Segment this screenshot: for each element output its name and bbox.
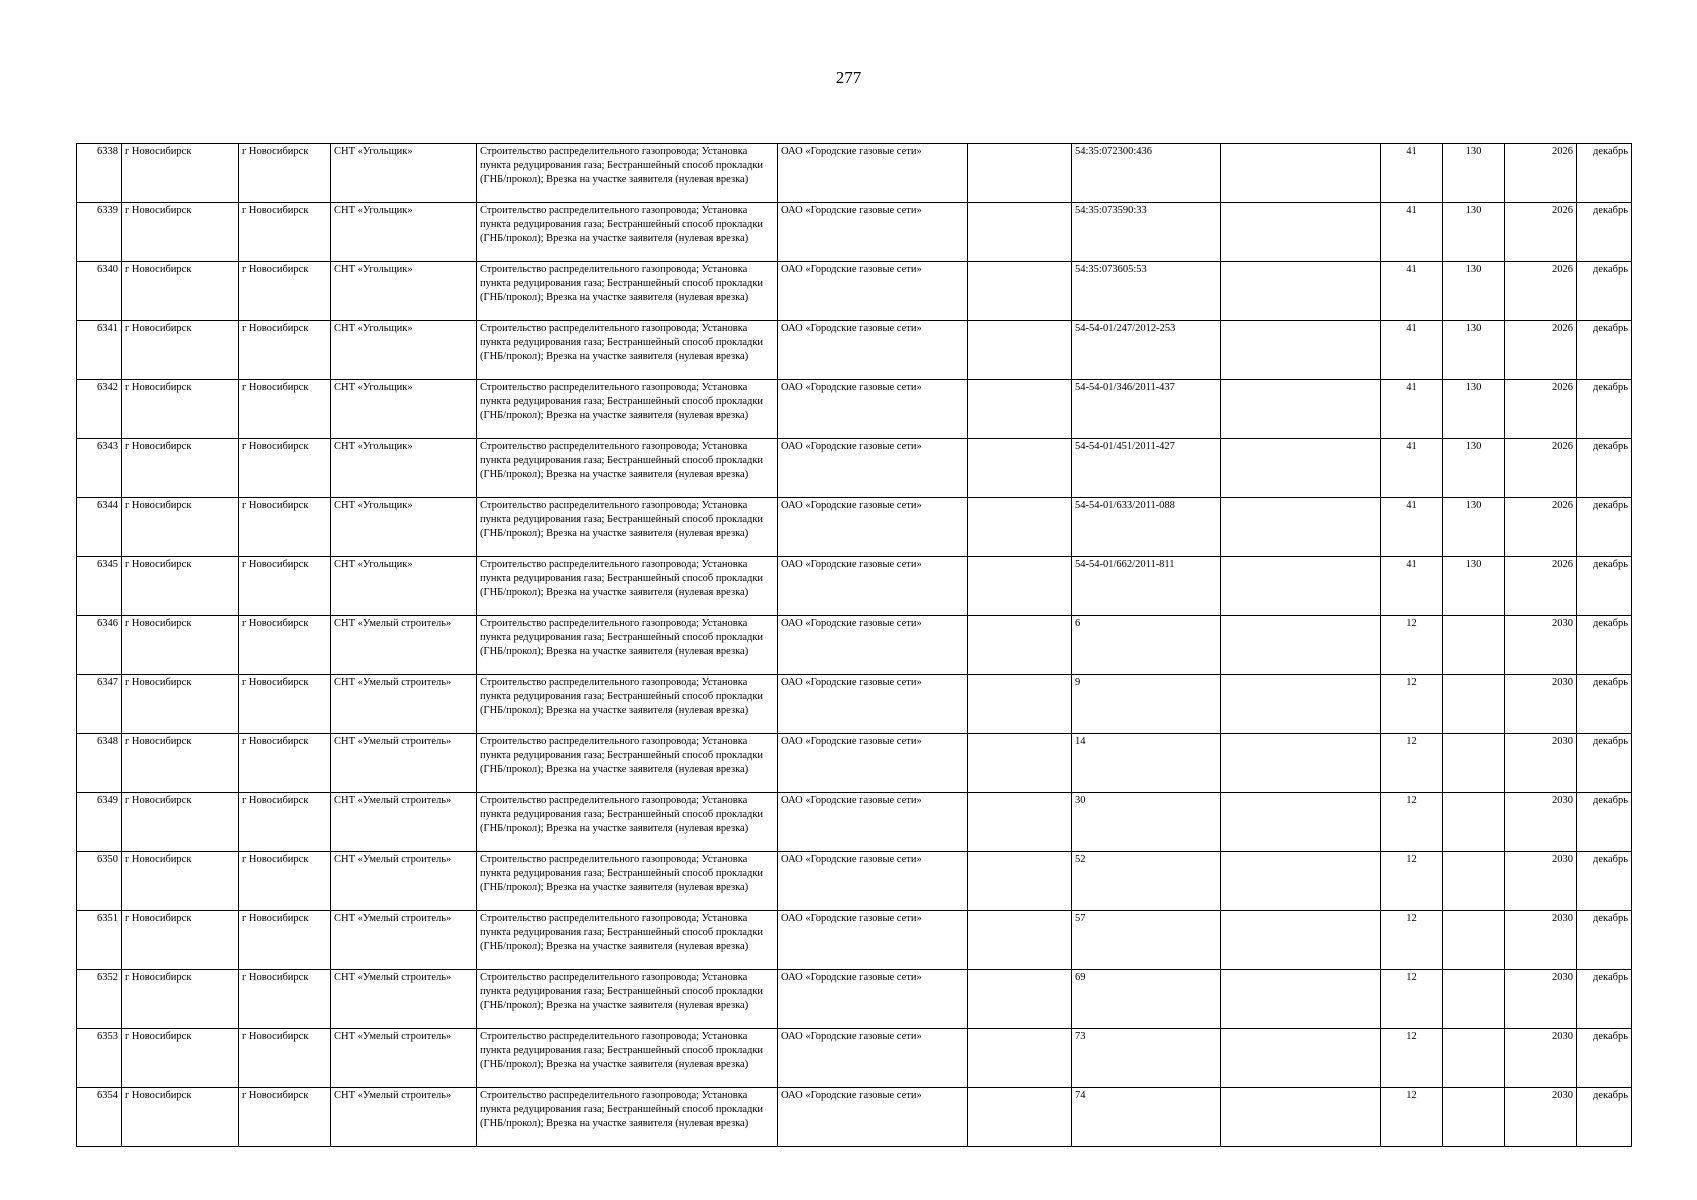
cadastral-number-cell: 74	[1072, 1088, 1221, 1147]
work-description-cell: Строительство распределительного газопровода; Установка пункта редуцирования газа; Бестраншейный способ прокладки (ГНБ/прокол); Врезка на участке заявителя (нулевая врезка)	[477, 144, 778, 203]
empty-cell	[968, 262, 1072, 321]
count-cell: 12	[1381, 970, 1443, 1029]
district-cell: г Новосибирск	[122, 498, 239, 557]
city-cell: г Новосибирск	[239, 911, 331, 970]
month-cell: декабрь	[1577, 262, 1632, 321]
page-number: 277	[835, 68, 862, 87]
district-cell: г Новосибирск	[122, 557, 239, 616]
empty-cell	[1221, 262, 1381, 321]
empty-cell	[968, 852, 1072, 911]
object-cell: СНТ «Умелый строитель»	[331, 734, 477, 793]
district-cell: г Новосибирск	[122, 439, 239, 498]
city-cell: г Новосибирск	[239, 1088, 331, 1147]
month-cell: декабрь	[1577, 203, 1632, 262]
year-cell: 2030	[1505, 734, 1577, 793]
year-cell: 2030	[1505, 1088, 1577, 1147]
work-description-cell: Строительство распределительного газопровода; Установка пункта редуцирования газа; Бестраншейный способ прокладки (ГНБ/прокол); Врезка на участке заявителя (нулевая врезка)	[477, 793, 778, 852]
count-cell: 41	[1381, 262, 1443, 321]
cadastral-number-cell: 30	[1072, 793, 1221, 852]
city-cell: г Новосибирск	[239, 203, 331, 262]
empty-cell	[1221, 793, 1381, 852]
work-description-cell: Строительство распределительного газопровода; Установка пункта редуцирования газа; Бестраншейный способ прокладки (ГНБ/прокол); Врезка на участке заявителя (нулевая врезка)	[477, 321, 778, 380]
capacity-cell: 130	[1443, 380, 1505, 439]
work-description-cell: Строительство распределительного газопровода; Установка пункта редуцирования газа; Бестраншейный способ прокладки (ГНБ/прокол); Врезка на участке заявителя (нулевая врезка)	[477, 1088, 778, 1147]
table-row	[77, 380, 1632, 439]
cadastral-number-cell: 54:35:073605:53	[1072, 262, 1221, 321]
work-description-cell: Строительство распределительного газопровода; Установка пункта редуцирования газа; Бестраншейный способ прокладки (ГНБ/прокол); Врезка на участке заявителя (нулевая врезка)	[477, 734, 778, 793]
row-number-cell: 6339	[77, 203, 122, 262]
cadastral-number-cell: 54:35:073590:33	[1072, 203, 1221, 262]
empty-cell	[1221, 498, 1381, 557]
empty-cell	[968, 321, 1072, 380]
empty-cell	[1221, 911, 1381, 970]
empty-cell	[968, 380, 1072, 439]
empty-cell	[968, 1088, 1072, 1147]
work-description-cell: Строительство распределительного газопровода; Установка пункта редуцирования газа; Бестраншейный способ прокладки (ГНБ/прокол); Врезка на участке заявителя (нулевая врезка)	[477, 557, 778, 616]
organization-cell: ОАО «Городские газовые сети»	[778, 144, 968, 203]
district-cell: г Новосибирск	[122, 852, 239, 911]
empty-cell	[968, 498, 1072, 557]
capacity-cell	[1443, 1029, 1505, 1088]
object-cell: СНТ «Умелый строитель»	[331, 852, 477, 911]
cadastral-number-cell: 57	[1072, 911, 1221, 970]
object-cell: СНТ «Умелый строитель»	[331, 616, 477, 675]
month-cell: декабрь	[1577, 734, 1632, 793]
empty-cell	[968, 1029, 1072, 1088]
table-row	[77, 911, 1632, 970]
work-description-cell: Строительство распределительного газопровода; Установка пункта редуцирования газа; Бестраншейный способ прокладки (ГНБ/прокол); Врезка на участке заявителя (нулевая врезка)	[477, 675, 778, 734]
district-cell: г Новосибирск	[122, 1088, 239, 1147]
cadastral-number-cell: 54-54-01/247/2012-253	[1072, 321, 1221, 380]
city-cell: г Новосибирск	[239, 1029, 331, 1088]
table-body	[77, 144, 1632, 1147]
empty-cell	[968, 793, 1072, 852]
row-number-cell: 6348	[77, 734, 122, 793]
cadastral-number-cell: 6	[1072, 616, 1221, 675]
table-row	[77, 1029, 1632, 1088]
year-cell: 2026	[1505, 439, 1577, 498]
city-cell: г Новосибирск	[239, 616, 331, 675]
year-cell: 2030	[1505, 675, 1577, 734]
year-cell: 2030	[1505, 1029, 1577, 1088]
organization-cell: ОАО «Городские газовые сети»	[778, 793, 968, 852]
empty-cell	[1221, 321, 1381, 380]
organization-cell: ОАО «Городские газовые сети»	[778, 321, 968, 380]
district-cell: г Новосибирск	[122, 675, 239, 734]
year-cell: 2030	[1505, 970, 1577, 1029]
row-number-cell: 6338	[77, 144, 122, 203]
empty-cell	[1221, 1088, 1381, 1147]
month-cell: декабрь	[1577, 911, 1632, 970]
object-cell: СНТ «Умелый строитель»	[331, 1029, 477, 1088]
capacity-cell: 130	[1443, 439, 1505, 498]
table-row	[77, 203, 1632, 262]
empty-cell	[1221, 439, 1381, 498]
cadastral-number-cell: 52	[1072, 852, 1221, 911]
organization-cell: ОАО «Городские газовые сети»	[778, 498, 968, 557]
table-row	[77, 144, 1632, 203]
work-description-cell: Строительство распределительного газопровода; Установка пункта редуцирования газа; Бестраншейный способ прокладки (ГНБ/прокол); Врезка на участке заявителя (нулевая врезка)	[477, 911, 778, 970]
month-cell: декабрь	[1577, 380, 1632, 439]
organization-cell: ОАО «Городские газовые сети»	[778, 262, 968, 321]
month-cell: декабрь	[1577, 1029, 1632, 1088]
work-description-cell: Строительство распределительного газопровода; Установка пункта редуцирования газа; Бестраншейный способ прокладки (ГНБ/прокол); Врезка на участке заявителя (нулевая врезка)	[477, 203, 778, 262]
city-cell: г Новосибирск	[239, 970, 331, 1029]
object-cell: СНТ «Угольщик»	[331, 498, 477, 557]
empty-cell	[1221, 1029, 1381, 1088]
table-row	[77, 852, 1632, 911]
month-cell: декабрь	[1577, 616, 1632, 675]
row-number-cell: 6346	[77, 616, 122, 675]
organization-cell: ОАО «Городские газовые сети»	[778, 734, 968, 793]
work-description-cell: Строительство распределительного газопровода; Установка пункта редуцирования газа; Бестраншейный способ прокладки (ГНБ/прокол); Врезка на участке заявителя (нулевая врезка)	[477, 1029, 778, 1088]
empty-cell	[968, 675, 1072, 734]
empty-cell	[1221, 557, 1381, 616]
cadastral-number-cell: 54-54-01/662/2011-811	[1072, 557, 1221, 616]
capacity-cell	[1443, 793, 1505, 852]
district-cell: г Новосибирск	[122, 1029, 239, 1088]
table-row	[77, 557, 1632, 616]
organization-cell: ОАО «Городские газовые сети»	[778, 616, 968, 675]
capacity-cell	[1443, 1088, 1505, 1147]
year-cell: 2030	[1505, 616, 1577, 675]
count-cell: 41	[1381, 321, 1443, 380]
count-cell: 12	[1381, 734, 1443, 793]
count-cell: 41	[1381, 203, 1443, 262]
city-cell: г Новосибирск	[239, 439, 331, 498]
empty-cell	[1221, 203, 1381, 262]
month-cell: декабрь	[1577, 852, 1632, 911]
district-cell: г Новосибирск	[122, 380, 239, 439]
organization-cell: ОАО «Городские газовые сети»	[778, 911, 968, 970]
month-cell: декабрь	[1577, 439, 1632, 498]
gasification-table	[76, 143, 1632, 1147]
organization-cell: ОАО «Городские газовые сети»	[778, 1029, 968, 1088]
count-cell: 12	[1381, 1029, 1443, 1088]
count-cell: 41	[1381, 144, 1443, 203]
count-cell: 41	[1381, 380, 1443, 439]
month-cell: декабрь	[1577, 675, 1632, 734]
row-number-cell: 6354	[77, 1088, 122, 1147]
organization-cell: ОАО «Городские газовые сети»	[778, 852, 968, 911]
city-cell: г Новосибирск	[239, 734, 331, 793]
cadastral-number-cell: 54:35:072300:436	[1072, 144, 1221, 203]
row-number-cell: 6343	[77, 439, 122, 498]
month-cell: декабрь	[1577, 1088, 1632, 1147]
empty-cell	[1221, 675, 1381, 734]
district-cell: г Новосибирск	[122, 734, 239, 793]
row-number-cell: 6351	[77, 911, 122, 970]
object-cell: СНТ «Умелый строитель»	[331, 793, 477, 852]
work-description-cell: Строительство распределительного газопровода; Установка пункта редуцирования газа; Бестраншейный способ прокладки (ГНБ/прокол); Врезка на участке заявителя (нулевая врезка)	[477, 262, 778, 321]
month-cell: декабрь	[1577, 557, 1632, 616]
year-cell: 2026	[1505, 144, 1577, 203]
work-description-cell: Строительство распределительного газопровода; Установка пункта редуцирования газа; Бестраншейный способ прокладки (ГНБ/прокол); Врезка на участке заявителя (нулевая врезка)	[477, 852, 778, 911]
year-cell: 2030	[1505, 852, 1577, 911]
year-cell: 2026	[1505, 498, 1577, 557]
cadastral-number-cell: 54-54-01/633/2011-088	[1072, 498, 1221, 557]
year-cell: 2026	[1505, 203, 1577, 262]
count-cell: 12	[1381, 675, 1443, 734]
object-cell: СНТ «Угольщик»	[331, 321, 477, 380]
object-cell: СНТ «Угольщик»	[331, 262, 477, 321]
organization-cell: ОАО «Городские газовые сети»	[778, 1088, 968, 1147]
table-row	[77, 321, 1632, 380]
capacity-cell	[1443, 911, 1505, 970]
count-cell: 12	[1381, 1088, 1443, 1147]
empty-cell	[1221, 616, 1381, 675]
organization-cell: ОАО «Городские газовые сети»	[778, 675, 968, 734]
work-description-cell: Строительство распределительного газопровода; Установка пункта редуцирования газа; Бестраншейный способ прокладки (ГНБ/прокол); Врезка на участке заявителя (нулевая врезка)	[477, 498, 778, 557]
row-number-cell: 6342	[77, 380, 122, 439]
row-number-cell: 6353	[77, 1029, 122, 1088]
empty-cell	[968, 970, 1072, 1029]
count-cell: 41	[1381, 498, 1443, 557]
capacity-cell	[1443, 970, 1505, 1029]
organization-cell: ОАО «Городские газовые сети»	[778, 380, 968, 439]
empty-cell	[1221, 144, 1381, 203]
city-cell: г Новосибирск	[239, 675, 331, 734]
district-cell: г Новосибирск	[122, 321, 239, 380]
district-cell: г Новосибирск	[122, 616, 239, 675]
city-cell: г Новосибирск	[239, 144, 331, 203]
capacity-cell: 130	[1443, 498, 1505, 557]
month-cell: декабрь	[1577, 793, 1632, 852]
district-cell: г Новосибирск	[122, 793, 239, 852]
object-cell: СНТ «Угольщик»	[331, 380, 477, 439]
capacity-cell	[1443, 675, 1505, 734]
year-cell: 2026	[1505, 557, 1577, 616]
empty-cell	[1221, 970, 1381, 1029]
city-cell: г Новосибирск	[239, 852, 331, 911]
city-cell: г Новосибирск	[239, 793, 331, 852]
city-cell: г Новосибирск	[239, 321, 331, 380]
year-cell: 2026	[1505, 262, 1577, 321]
cadastral-number-cell: 73	[1072, 1029, 1221, 1088]
empty-cell	[968, 616, 1072, 675]
cadastral-number-cell: 54-54-01/346/2011-437	[1072, 380, 1221, 439]
row-number-cell: 6347	[77, 675, 122, 734]
table-row	[77, 793, 1632, 852]
object-cell: СНТ «Умелый строитель»	[331, 1088, 477, 1147]
empty-cell	[968, 911, 1072, 970]
count-cell: 12	[1381, 852, 1443, 911]
table-row	[77, 1088, 1632, 1147]
object-cell: СНТ «Умелый строитель»	[331, 911, 477, 970]
table-row	[77, 675, 1632, 734]
table-row	[77, 970, 1632, 1029]
work-description-cell: Строительство распределительного газопровода; Установка пункта редуцирования газа; Бестраншейный способ прокладки (ГНБ/прокол); Врезка на участке заявителя (нулевая врезка)	[477, 380, 778, 439]
object-cell: СНТ «Угольщик»	[331, 557, 477, 616]
capacity-cell	[1443, 734, 1505, 793]
object-cell: СНТ «Угольщик»	[331, 203, 477, 262]
empty-cell	[1221, 734, 1381, 793]
table-row	[77, 439, 1632, 498]
district-cell: г Новосибирск	[122, 203, 239, 262]
organization-cell: ОАО «Городские газовые сети»	[778, 557, 968, 616]
capacity-cell: 130	[1443, 557, 1505, 616]
table-row	[77, 616, 1632, 675]
cadastral-number-cell: 14	[1072, 734, 1221, 793]
month-cell: декабрь	[1577, 321, 1632, 380]
empty-cell	[968, 734, 1072, 793]
month-cell: декабрь	[1577, 498, 1632, 557]
empty-cell	[968, 203, 1072, 262]
count-cell: 12	[1381, 793, 1443, 852]
count-cell: 41	[1381, 557, 1443, 616]
object-cell: СНТ «Угольщик»	[331, 439, 477, 498]
empty-cell	[1221, 852, 1381, 911]
object-cell: СНТ «Умелый строитель»	[331, 675, 477, 734]
city-cell: г Новосибирск	[239, 498, 331, 557]
row-number-cell: 6352	[77, 970, 122, 1029]
object-cell: СНТ «Угольщик»	[331, 144, 477, 203]
year-cell: 2030	[1505, 793, 1577, 852]
empty-cell	[1221, 380, 1381, 439]
organization-cell: ОАО «Городские газовые сети»	[778, 203, 968, 262]
capacity-cell: 130	[1443, 203, 1505, 262]
row-number-cell: 6349	[77, 793, 122, 852]
month-cell: декабрь	[1577, 144, 1632, 203]
district-cell: г Новосибирск	[122, 144, 239, 203]
work-description-cell: Строительство распределительного газопровода; Установка пункта редуцирования газа; Бестраншейный способ прокладки (ГНБ/прокол); Врезка на участке заявителя (нулевая врезка)	[477, 439, 778, 498]
table-row	[77, 262, 1632, 321]
cadastral-number-cell: 54-54-01/451/2011-427	[1072, 439, 1221, 498]
row-number-cell: 6344	[77, 498, 122, 557]
row-number-cell: 6345	[77, 557, 122, 616]
capacity-cell: 130	[1443, 321, 1505, 380]
object-cell: СНТ «Умелый строитель»	[331, 970, 477, 1029]
cadastral-number-cell: 9	[1072, 675, 1221, 734]
cadastral-number-cell: 69	[1072, 970, 1221, 1029]
district-cell: г Новосибирск	[122, 262, 239, 321]
organization-cell: ОАО «Городские газовые сети»	[778, 970, 968, 1029]
row-number-cell: 6350	[77, 852, 122, 911]
table-row	[77, 498, 1632, 557]
empty-cell	[968, 439, 1072, 498]
count-cell: 41	[1381, 439, 1443, 498]
year-cell: 2026	[1505, 321, 1577, 380]
work-description-cell: Строительство распределительного газопровода; Установка пункта редуцирования газа; Бестраншейный способ прокладки (ГНБ/прокол); Врезка на участке заявителя (нулевая врезка)	[477, 970, 778, 1029]
year-cell: 2030	[1505, 911, 1577, 970]
empty-cell	[968, 144, 1072, 203]
count-cell: 12	[1381, 616, 1443, 675]
work-description-cell: Строительство распределительного газопровода; Установка пункта редуцирования газа; Бестраншейный способ прокладки (ГНБ/прокол); Врезка на участке заявителя (нулевая врезка)	[477, 616, 778, 675]
count-cell: 12	[1381, 911, 1443, 970]
month-cell: декабрь	[1577, 970, 1632, 1029]
district-cell: г Новосибирск	[122, 911, 239, 970]
capacity-cell: 130	[1443, 262, 1505, 321]
year-cell: 2026	[1505, 380, 1577, 439]
city-cell: г Новосибирск	[239, 262, 331, 321]
capacity-cell: 130	[1443, 144, 1505, 203]
city-cell: г Новосибирск	[239, 557, 331, 616]
row-number-cell: 6341	[77, 321, 122, 380]
capacity-cell	[1443, 616, 1505, 675]
empty-cell	[968, 557, 1072, 616]
row-number-cell: 6340	[77, 262, 122, 321]
table-row	[77, 734, 1632, 793]
organization-cell: ОАО «Городские газовые сети»	[778, 439, 968, 498]
capacity-cell	[1443, 852, 1505, 911]
district-cell: г Новосибирск	[122, 970, 239, 1029]
city-cell: г Новосибирск	[239, 380, 331, 439]
